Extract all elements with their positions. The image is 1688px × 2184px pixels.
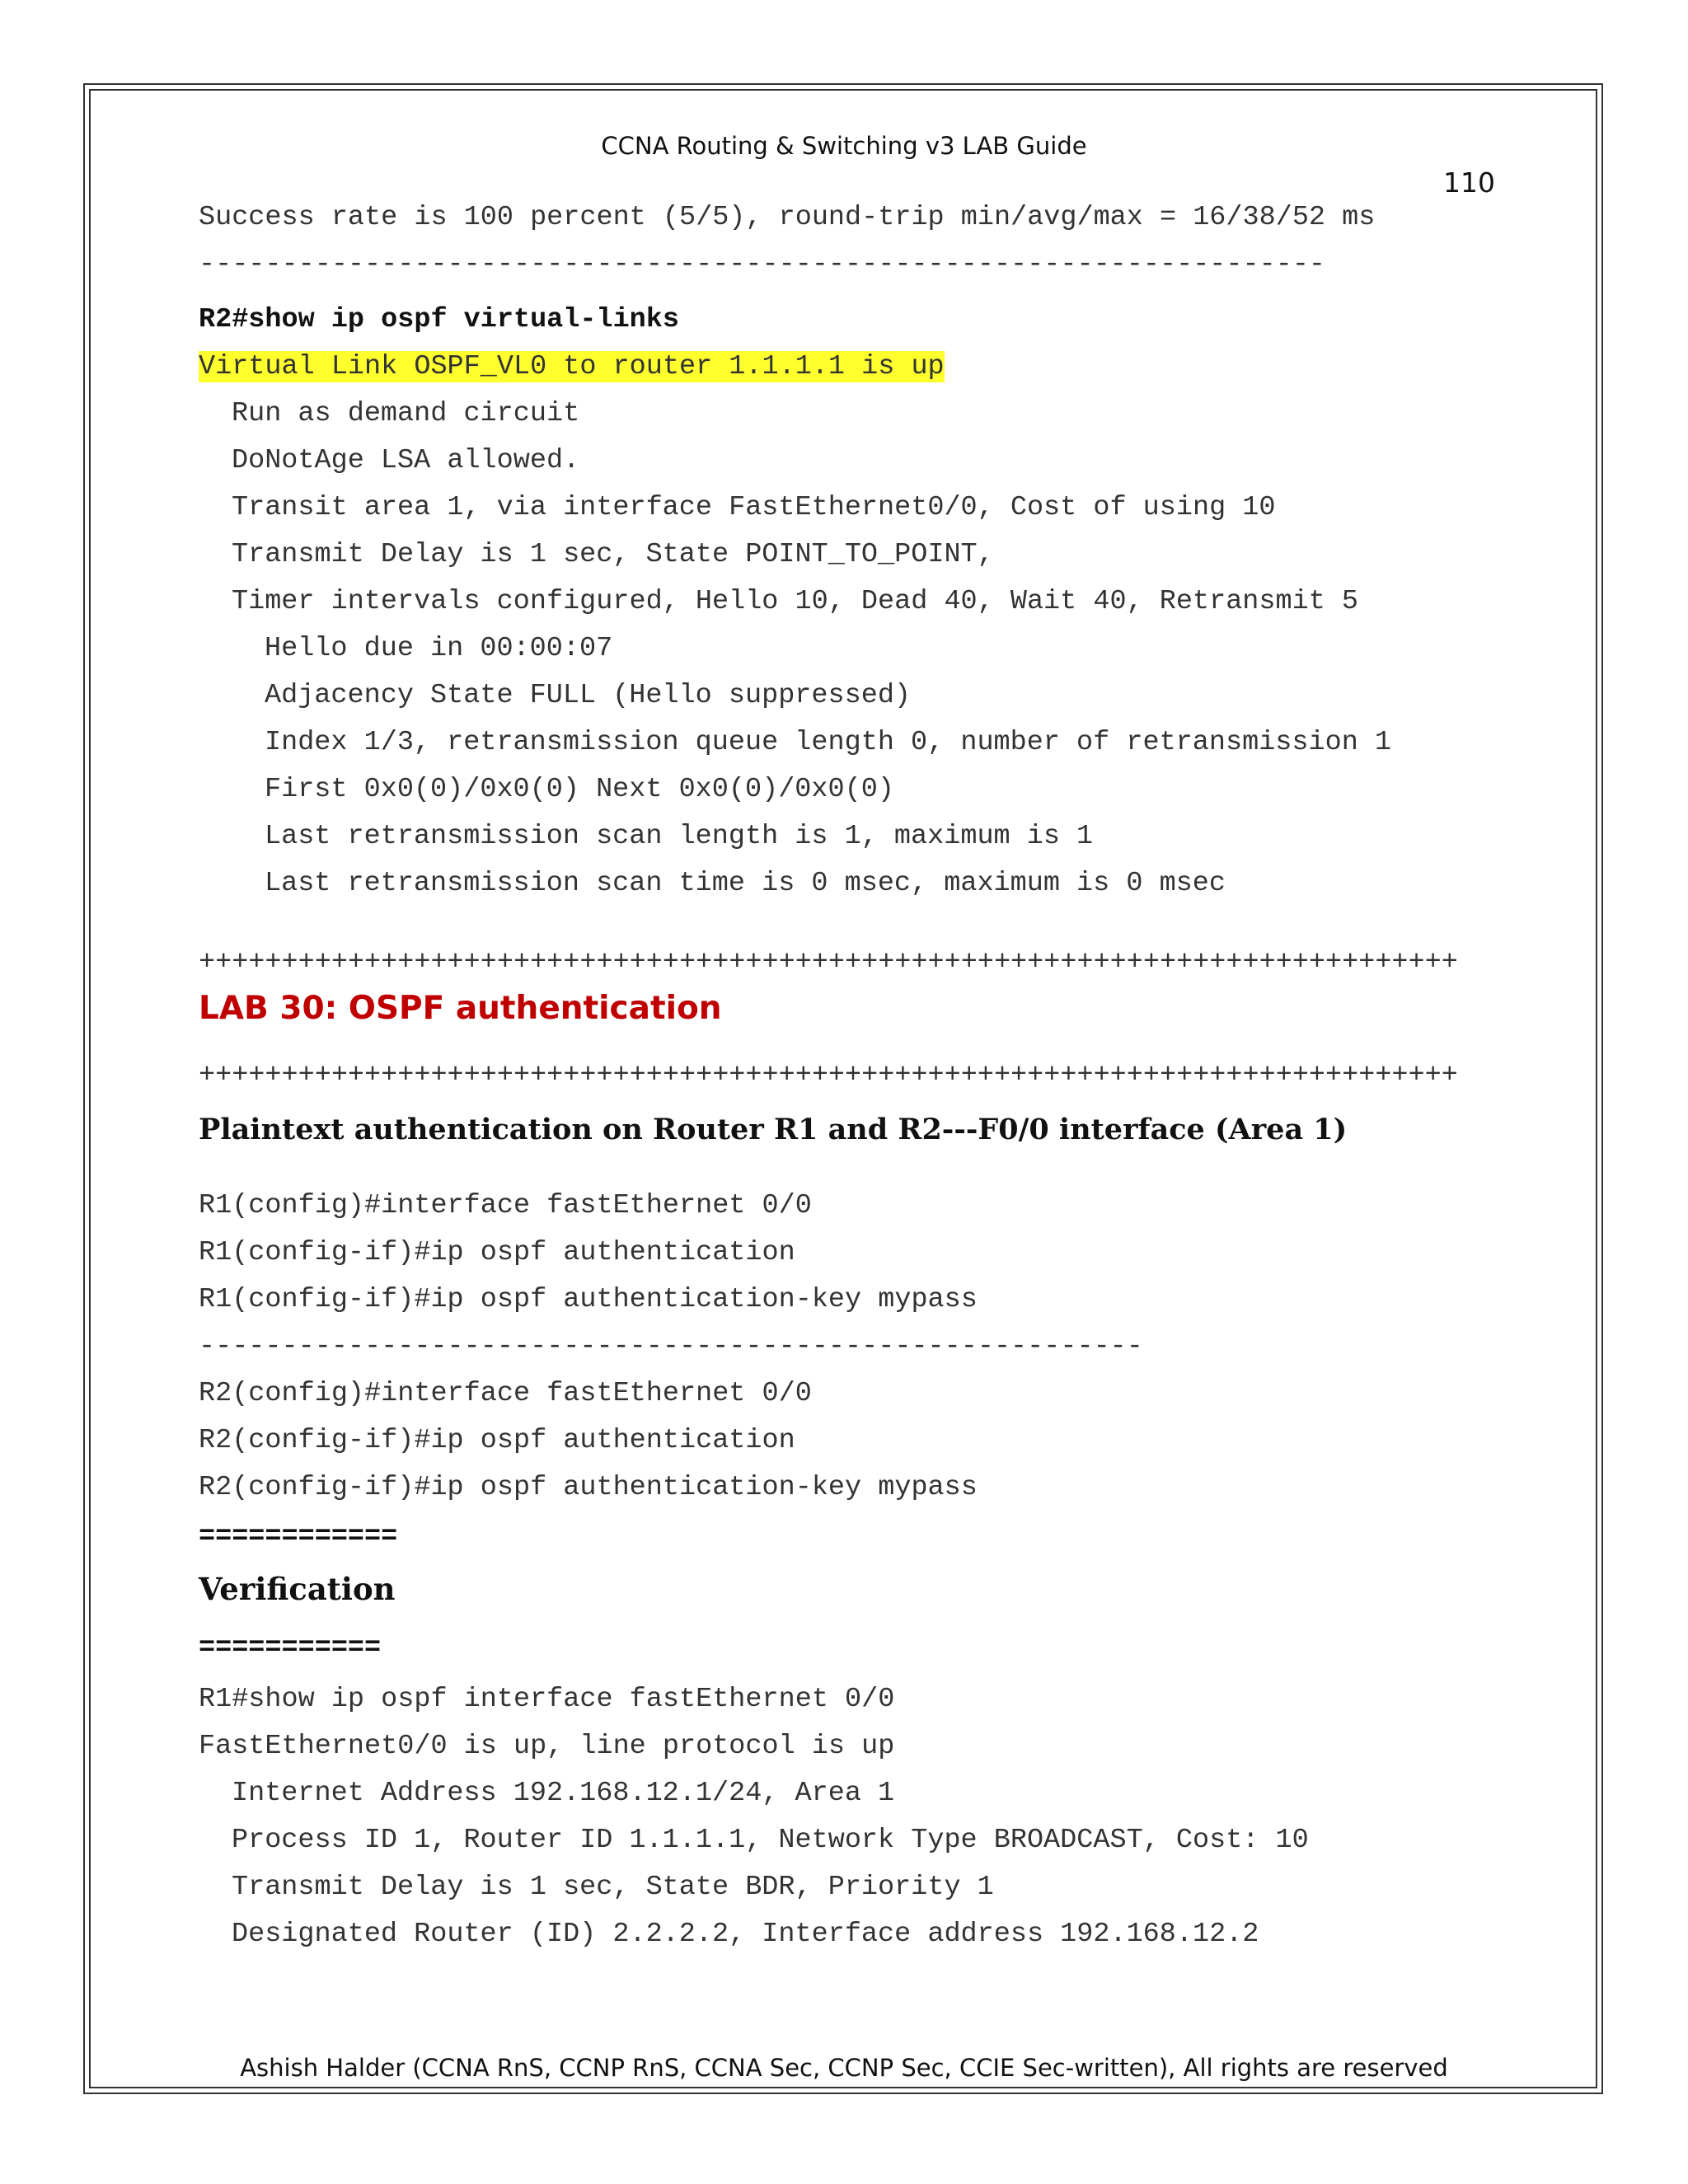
r2-config-line: R2(config)#interface fastEthernet 0/0 (199, 1378, 812, 1409)
vl-detail-line: DoNotAge LSA allowed. (232, 445, 580, 476)
plus-divider-bottom: ++++++++++++++++++++++++++++++++++++++++++++++++++++++++++++++++++++++++++++ (199, 1060, 1458, 1091)
r2-config-line: R2(config-if)#ip ospf authentication-key mypass (199, 1472, 978, 1503)
r1-config-line: R1(config-if)#ip ospf authentication-key mypass (199, 1284, 978, 1315)
highlighted-text: Virtual Link OSPF_VL0 to router 1.1.1.1 is up (199, 351, 945, 382)
equals-divider-top: ============ (199, 1521, 398, 1553)
r1-config-line: R1(config)#interface fastEthernet 0/0 (199, 1190, 812, 1221)
verification-command: R1#show ip ospf interface fastEthernet 0/0 (199, 1684, 895, 1715)
plus-divider-top: ++++++++++++++++++++++++++++++++++++++++++++++++++++++++++++++++++++++++++++ (199, 947, 1458, 978)
vl-sub-line: Index 1/3, retransmission queue length 0, number of retransmission 1 (265, 727, 1392, 758)
lab-subheading: Plaintext authentication on Router R1 and R2---F0/0 interface (Area 1) (199, 1113, 1348, 1146)
vl-detail-line: Timer intervals configured, Hello 10, Dead 40, Wait 40, Retransmit 5 (232, 586, 1359, 617)
interface-detail-line: Designated Router (ID) 2.2.2.2, Interface address 192.168.12.2 (232, 1919, 1259, 1950)
equals-divider-bottom: =========== (199, 1633, 382, 1664)
vl-detail-line: Run as demand circuit (232, 398, 580, 429)
separator-line: -------------------------------------------------------------------- (199, 249, 1326, 280)
vl-sub-line: Hello due in 00:00:07 (265, 633, 613, 664)
vl-sub-line: Adjacency State FULL (Hello suppressed) (265, 680, 912, 711)
r2-config-line: R2(config-if)#ip ospf authentication (199, 1425, 795, 1456)
vl-sub-line: First 0x0(0)/0x0(0) Next 0x0(0)/0x0(0) (265, 774, 894, 805)
header-title: CCNA Routing & Switching v3 LAB Guide (601, 132, 1087, 160)
footer-copyright: Ashish Halder (CCNA RnS, CCNP RnS, CCNA Sec, CCNP Sec, CCIE Sec-written), All rights are reserved (240, 2054, 1448, 2082)
interface-detail-line: Process ID 1, Router ID 1.1.1.1, Network Type BROADCAST, Cost: 10 (232, 1825, 1309, 1856)
page-number: 110 (1443, 166, 1495, 199)
vl-detail-line: Transmit Delay is 1 sec, State POINT_TO_POINT, (232, 539, 994, 570)
vl-sub-line: Last retransmission scan length is 1, maximum is 1 (265, 821, 1094, 852)
r1-config-line: R1(config-if)#ip ospf authentication (199, 1237, 795, 1268)
lab-title: LAB 30: OSPF authentication (199, 990, 722, 1027)
vl-sub-line: Last retransmission scan time is 0 msec, maximum is 0 msec (265, 868, 1226, 899)
interface-status-line: FastEthernet0/0 is up, line protocol is up (199, 1731, 895, 1762)
virtual-link-status-line (199, 350, 945, 383)
virtual-links-command: R2#show ip ospf virtual-links (199, 304, 679, 335)
verification-heading: Verification (199, 1571, 396, 1607)
vl-detail-line: Transit area 1, via interface FastEthernet0/0, Cost of using 10 (232, 492, 1276, 523)
success-rate-line: Success rate is 100 percent (5/5), round-trip min/avg/max = 16/38/52 ms (199, 202, 1376, 233)
config-separator: --------------------------------------------------------- (199, 1331, 1143, 1362)
interface-detail-line: Internet Address 192.168.12.1/24, Area 1 (232, 1778, 895, 1809)
interface-detail-line: Transmit Delay is 1 sec, State BDR, Priority 1 (232, 1872, 994, 1903)
